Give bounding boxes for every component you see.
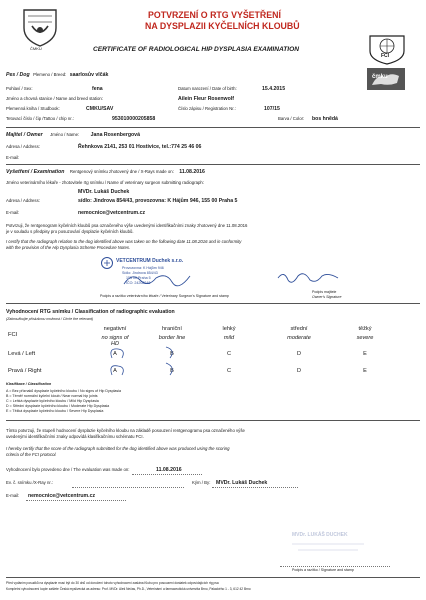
owner-name-label: Jméno / Name:	[50, 132, 80, 137]
dob-value: 15.4.2015	[262, 86, 286, 92]
grade-cell: B	[170, 351, 174, 357]
vet-address-label: Adresa / Address:	[6, 198, 40, 203]
legend-item: A = Bez příznaků dysplazie kyčelního kloubu / No signs of Hip Dysplasia	[6, 389, 121, 393]
evaluation-section-label: Vyhodnocení RTG snímku / Classification of radiographic evaluation	[6, 309, 175, 315]
owner-name-value: Jana Rosenbergová	[90, 132, 140, 138]
cmku-logo-text: čmku	[372, 74, 388, 80]
legend-item: C = Lehká dysplazie kyčelního kloubu / Mild Hip Dysplasia	[6, 399, 99, 403]
grade-cell: A	[113, 351, 117, 357]
title-line-2: NA DYSPLAZII KYČELNÍCH KLOUBŮ	[145, 21, 300, 31]
divider	[6, 420, 420, 421]
final-email-value: nemocnice@vetcentrum.cz	[28, 493, 96, 499]
confirm-en-line-1: I certify that the radiograph relation to the dog identified above was taken on the following date 11.08.2016 and in conformity	[6, 239, 242, 244]
by-underline	[212, 487, 298, 488]
dog-breed-row	[6, 72, 108, 78]
divider	[6, 164, 420, 165]
registration-label: Číslo zápisu / Registration Nr.:	[178, 106, 236, 111]
final-en-line-1: I hereby certify that the score of the radiograph submitted for the dog identified above was produced using the scoring	[6, 446, 230, 451]
grade-cell: E	[363, 368, 367, 374]
stamp-line-4: 155 00 Praha 5	[126, 276, 151, 280]
vet-email-value: nemocnice@vetcentrum.cz	[78, 210, 146, 216]
final-cz-line-2: uvedenými identifikačními znaky odpovídá klasifikačnímu schématu FCI.	[6, 434, 144, 439]
legend-item: D = Střední dysplazie kyčelního kloubu / Moderate Hip Dysplasia	[6, 404, 110, 408]
confirm-cz-line-2: je v souladu s předpisy pro posuzování dysplazie kyčelních kloubů.	[6, 229, 134, 234]
divider	[6, 127, 420, 128]
vet-signature-scribble	[122, 270, 192, 288]
fci-logo	[367, 33, 407, 65]
by-value: MVDr. Lukáš Duchek	[216, 480, 268, 486]
divider	[6, 303, 420, 304]
eval-date-label: Vyhodnocení bylo provedeno dne / The evaluation was made on:	[6, 467, 130, 472]
color-value: bos hnědá	[312, 116, 338, 122]
evaluation-hint: (Zakroužkujte příslušnou možnost / Circle the relevant)	[6, 317, 94, 321]
by-label: Kým / By:	[192, 480, 211, 485]
owner-section-label: Majitel / Owner	[6, 132, 43, 138]
vet-name-value: MVDr. Lukáš Duchek	[78, 189, 130, 195]
vet-name-label: Jméno veterinárního lékaře - zhotovitele rtg snímku / Name of veterinary surgeon submitting radiograph:	[6, 180, 204, 185]
legend-item: B = Téměř normální kyčelní kloub / Near normal hip joints	[6, 394, 98, 398]
dob-label: Datum narození / Date of birth:	[178, 86, 237, 91]
final-cz-line-1: Tímto potvrzuji, že stupeň hodnocení dysplazie kyčelního kloubu na základě posouzení rentgenogramu psa označeného výše	[6, 428, 245, 433]
grade-cell: C	[226, 368, 232, 374]
grade-cell: D	[296, 351, 302, 357]
confirm-cz-line-1: Potvrzuji, že rentgenogram kyčelních kloubů psa označeného výše uvedenými identifikačními znaky zhotovený dne 11.08.2016	[6, 223, 248, 228]
stamp-line-1: VETCENTRUM Duchek s.r.o.	[116, 258, 184, 264]
eval-date-underline	[132, 474, 202, 475]
studbook-value: CMKU/SAV	[86, 106, 114, 112]
xray-nr-label: Ev. č. snímku /X-Ray nr.:	[6, 480, 53, 485]
final-en-line-2: criteria of the FCI protocol.	[6, 452, 57, 457]
left-logo-text: ČMKU	[30, 46, 42, 51]
color-label: Barva / Color:	[278, 116, 305, 121]
breed-label: Plemeno / Breed:	[33, 72, 67, 77]
eval-date-value: 11.08.2016	[156, 467, 182, 473]
stamp-line-5: IČO: 24208248	[126, 281, 151, 285]
footer-line-1: Před vydáním posudků na dysplazie musí být do 30 dnů od doručení tohoto vyhodnocení zaslána Klubu pro posouzení dostatek odpovídajících rtg psa	[6, 581, 219, 585]
email-underline	[26, 500, 126, 501]
title-line-1: POTVRZENÍ O RTG VYŠETŘENÍ	[148, 10, 281, 20]
col-header-cz-4: těžký	[358, 326, 372, 332]
registration-value: 107/15	[264, 106, 280, 112]
stamp-line-2: Provozovna: K Hájům 946	[122, 266, 164, 270]
final-signature-caption: Podpis a razítko / Signature and stamp	[292, 568, 354, 572]
grade-cell: E	[363, 351, 367, 357]
breed-value: saarlosův vlčák	[69, 72, 109, 78]
vet-address-value: sídlo: Jindrova 854/43, provozovna: K Hájům 946, 155 00 Praha 5	[78, 198, 238, 204]
col-header-cz-2: lehký	[222, 326, 236, 332]
cmku-dog-logo	[367, 68, 405, 90]
dog-name-value: Ailein Fleur Rosenwolf	[178, 96, 234, 102]
owner-address-label: Adresa / Address:	[6, 144, 40, 149]
exam-section-label: Vyšetření / Examination	[6, 169, 65, 175]
stamp-emblem-icon	[100, 256, 114, 270]
col-header-cz-3: střední	[290, 326, 308, 332]
owner-email-label: E-mail:	[6, 155, 20, 160]
vet-signature-caption: Podpis a razítko veterinárního lékaře / Veterinary Surgeon's Signature and stamp	[100, 294, 229, 298]
grade-cell: D	[296, 368, 302, 374]
exam-date-row	[6, 169, 205, 175]
confirm-en-line-2: with the provision of the Hip Dysplasia Scheme Procedure Notes.	[6, 245, 131, 250]
grade-circle-marks	[104, 344, 200, 380]
grade-cell: B	[170, 368, 174, 374]
dog-name-label: Jméno a chovná stanice / Name and breed station:	[6, 96, 103, 101]
divider	[6, 577, 420, 578]
grade-cell: C	[226, 351, 232, 357]
sex-label: Pohlaví / Sex:	[6, 86, 33, 91]
col-header-en-0: no signs of HD	[101, 335, 129, 347]
owner-signature-caption-cz: Podpis majitele	[312, 290, 337, 294]
cmku-shield-logo	[20, 6, 60, 51]
faint-stamp-text: MVDr. LUKÁŠ DUCHEK	[292, 532, 348, 538]
owner-signature-caption-en: Owner's Signature	[312, 295, 342, 299]
col-header-en-2: mild	[223, 335, 235, 341]
sex-value: fena	[92, 86, 103, 92]
studbook-label: Plemenná kniha / Studbook:	[6, 106, 60, 111]
footer-line-2: Kompletní vyhodnocení kopie zašlete Česká myslivecká as adresu: Prof. MVDr. Aleš Nečas, Ph.D., Veterinární a farmaceutická univerzita Brno, Palackého 1 - 3, 612 42 Brno	[6, 587, 251, 591]
stamp-line-3: Sídlo: Jindrova 854/43	[122, 271, 158, 275]
dog-section-label: Pes / Dog	[6, 72, 30, 78]
col-header-cz-0: negativní	[103, 326, 127, 332]
owner-name-row	[6, 132, 140, 138]
faint-stamp-lines	[290, 540, 366, 554]
owner-signature-scribble	[276, 268, 340, 288]
col-header-cz-1: hraniční	[162, 326, 182, 332]
rtg-date-label: Rentgenový snímku zhotovený dne / X-Rays made on:	[69, 169, 174, 174]
col-header-en-4: severe	[356, 335, 374, 341]
fci-label: FCI	[8, 332, 18, 338]
tattoo-value: 953010000205858	[112, 116, 156, 122]
rtg-date-value: 11.08.2016	[179, 169, 205, 175]
certificate-subtitle: CERTIFICATE OF RADIOLOGICAL HIP DYSPLASIA EXAMINATION	[93, 46, 299, 53]
col-header-en-1: border line	[158, 335, 186, 341]
col-header-en-3: moderate	[287, 335, 311, 341]
faint-evaluator-stamp	[286, 532, 370, 558]
row-label-right: Pravá / Right	[8, 368, 42, 374]
fci-text: FCI	[381, 53, 390, 59]
row-label-left: Levá / Left	[8, 351, 36, 357]
vet-email-label: E-mail:	[6, 210, 20, 215]
legend-title: Klasifikace / Classification	[6, 382, 52, 386]
signature-line	[280, 566, 390, 567]
tattoo-label: Tetovací číslo / čip /Tattoo / chip nr.:	[6, 116, 74, 121]
owner-address-value: Řehnkova 2141, 253 01 Hostivice, tel.:774 25 46 06	[78, 144, 202, 150]
grade-cell: A	[113, 368, 117, 374]
final-email-label: E-mail:	[6, 493, 20, 498]
xray-nr-underline	[72, 487, 184, 488]
legend-item: E = Těžká dysplazie kyčelního kloubu / Severe Hip Dysplasia	[6, 409, 104, 413]
